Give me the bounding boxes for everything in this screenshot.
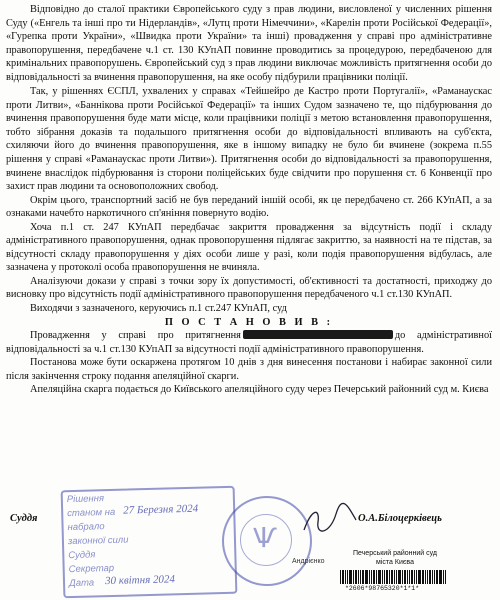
barcode-bar bbox=[345, 570, 346, 584]
barcode-bar bbox=[347, 570, 348, 584]
court-name-stamp: Печерський районний суд міста Києва bbox=[352, 550, 438, 566]
document-body bbox=[6, 3, 492, 397]
barcode-bar bbox=[436, 570, 438, 584]
clerk-mark: Андрієнко bbox=[292, 558, 325, 565]
barcode-bar bbox=[371, 570, 372, 584]
barcode-bar bbox=[429, 570, 431, 584]
barcode-bar bbox=[427, 570, 428, 584]
barcode-bar bbox=[398, 570, 401, 584]
barcode-bar bbox=[416, 570, 417, 584]
barcode-bar bbox=[439, 570, 442, 584]
appeal-term-paragraph: Постанова може бути оскаржена протягом 10 днів з дня винесення постанови і набирає законної сили після закінчення строку подання апеляційної скарги. bbox=[6, 357, 492, 382]
barcode-bar bbox=[378, 570, 381, 584]
barcode-bar bbox=[349, 570, 352, 584]
barcode-bar bbox=[394, 570, 395, 584]
barcode-bar bbox=[369, 570, 370, 584]
barcode-bar bbox=[342, 570, 344, 584]
barcode-bar bbox=[340, 570, 341, 584]
ruling-paragraph: Провадження у справі про притягнення до адміністративної відповідальності за ч.1 ст.130 КУпАП за відсутності події адміністративного правопорушення. bbox=[6, 330, 492, 355]
barcode-bar bbox=[425, 570, 426, 584]
barcode-bar bbox=[409, 570, 410, 584]
barcode-bar bbox=[389, 570, 390, 584]
barcode-bar bbox=[402, 570, 403, 584]
barcode-bar bbox=[414, 570, 415, 584]
appeal-procedure-paragraph: Апеляційна скарга подається до Київського апеляційного суду через Печерський районний суд м. Києва bbox=[30, 384, 489, 396]
barcode-bar bbox=[434, 570, 435, 584]
barcode-bar bbox=[404, 570, 406, 584]
barcode-bar bbox=[418, 570, 421, 584]
paragraph-6: Виходячи з зазначеного, керуючись п.1 ст.247 КУпАП, суд bbox=[30, 303, 287, 315]
barcode-bar bbox=[411, 570, 413, 584]
barcode-number: *2606*98765320*1*1* bbox=[345, 585, 420, 592]
barcode-bar bbox=[407, 570, 408, 584]
barcode-bar bbox=[376, 570, 377, 584]
barcode-bar bbox=[391, 570, 393, 584]
barcode bbox=[340, 570, 455, 584]
paragraph-5: Аналізуючи докази у справі з точки зору їх допустимості, об'єктивності та достатності, приходжу до висновку про відсутність події адміністративного правопорушення передбаченого ч.1 ст.130 КУпАП. bbox=[6, 275, 492, 301]
paragraph-2: Так, у рішеннях ЄСПЛ, ухвалених у справах «Тейшейро де Кастро проти Португалії», «Раманаускас проти Литви», «Баннікова проти Російської Федерації» та інших Судом зазначено те, що підбурювання до вчинення правопорушення буде мати місце, коли працівники поліції з метою встановлення правопорушення, тобто зібрання доказів та подальшого притягнення особи до відповідальності впливають на суб'єкта, схиляючи його до вчинення правопорушення, яке в іншому випадку не було би вчинене (зокрема п.55 рішення у справі «Раманаускас проти Литви»). Притягнення особи до відповідальності за правопорушення, вчинене внаслідок підбурювання із сторони поліцейських буде свідчити про порушення ст. 6 Конвенції про захист прав людини та основоположних свобод. bbox=[6, 86, 492, 193]
paragraph-4: Хоча п.1 ст. 247 КУпАП передбачає закриття провадження за відсутність події і складу адміністративного правопорушення, однак провопорушення підлягає закриттю, за наявності на те підстав, за відсутності складу правопорушення у діях особи лише у разі, коли подія правопорушення відбулась, але зазначена у протоколі особа правопорушення не вчиняла. bbox=[6, 221, 492, 274]
barcode-bar bbox=[358, 570, 359, 584]
barcode-bar bbox=[355, 570, 357, 584]
paragraph-3: Окрім цього, транспортний засіб не був переданий іншій особі, як це передбачено ст. 266 КУпАП, а за ознаками начебто наркотичного сп'яніння повернуто водію. bbox=[6, 194, 492, 220]
barcode-bar bbox=[360, 570, 361, 584]
barcode-bar bbox=[353, 570, 354, 584]
barcode-bar bbox=[384, 570, 385, 584]
paragraph-1: Відповідно до сталої практики Європейського суду з прав людини, висловленої у численних рішення Суду («Енгель та інші про ти Нідерландів», «Лутц проти Німеччини», «Карелін проти Російської Федерації», «Гурепка проти України», «Швидка проти України» та інші) провадження у справі про адміністративне правопорушення, передбачене ч.1 ст. 130 КУпАП повинне проводитись за процедурою, передбаченою для кримінальних правопорушень. Європейський суд з прав людини виключає можливість притягнення особи до відповідальності за вчинення правопорушення, на яке особу підбурили працівники поліції. bbox=[6, 4, 492, 83]
barcode-bar bbox=[432, 570, 433, 584]
judge-name: О.А.Білоцерківець bbox=[358, 513, 442, 524]
barcode-bar bbox=[365, 570, 368, 584]
court-seal bbox=[222, 496, 312, 586]
barcode-bar bbox=[362, 570, 364, 584]
ruling-heading: П О С Т А Н О В И В : bbox=[164, 316, 334, 328]
judge-signature bbox=[300, 500, 360, 540]
barcode-bar bbox=[386, 570, 388, 584]
barcode-bar bbox=[422, 570, 424, 584]
entry-into-force-stamp: Рішення станом на набрало законної сили Суддя Секретар Дата 27 Березня 2024 30 квітня 2024 bbox=[61, 486, 238, 599]
judge-label: Суддя bbox=[10, 513, 38, 524]
redacted-name bbox=[243, 330, 393, 339]
barcode-bar bbox=[445, 570, 446, 584]
barcode-bar bbox=[396, 570, 397, 584]
barcode-bar bbox=[443, 570, 444, 584]
trident-icon: Ѱ bbox=[253, 521, 277, 554]
barcode-bar bbox=[382, 570, 383, 584]
stamp-date: 30 квітня 2024 bbox=[104, 573, 176, 588]
barcode-bar bbox=[373, 570, 375, 584]
stamp-handwritten-date: 27 Березня 2024 bbox=[123, 502, 199, 517]
signature-block bbox=[0, 493, 500, 600]
